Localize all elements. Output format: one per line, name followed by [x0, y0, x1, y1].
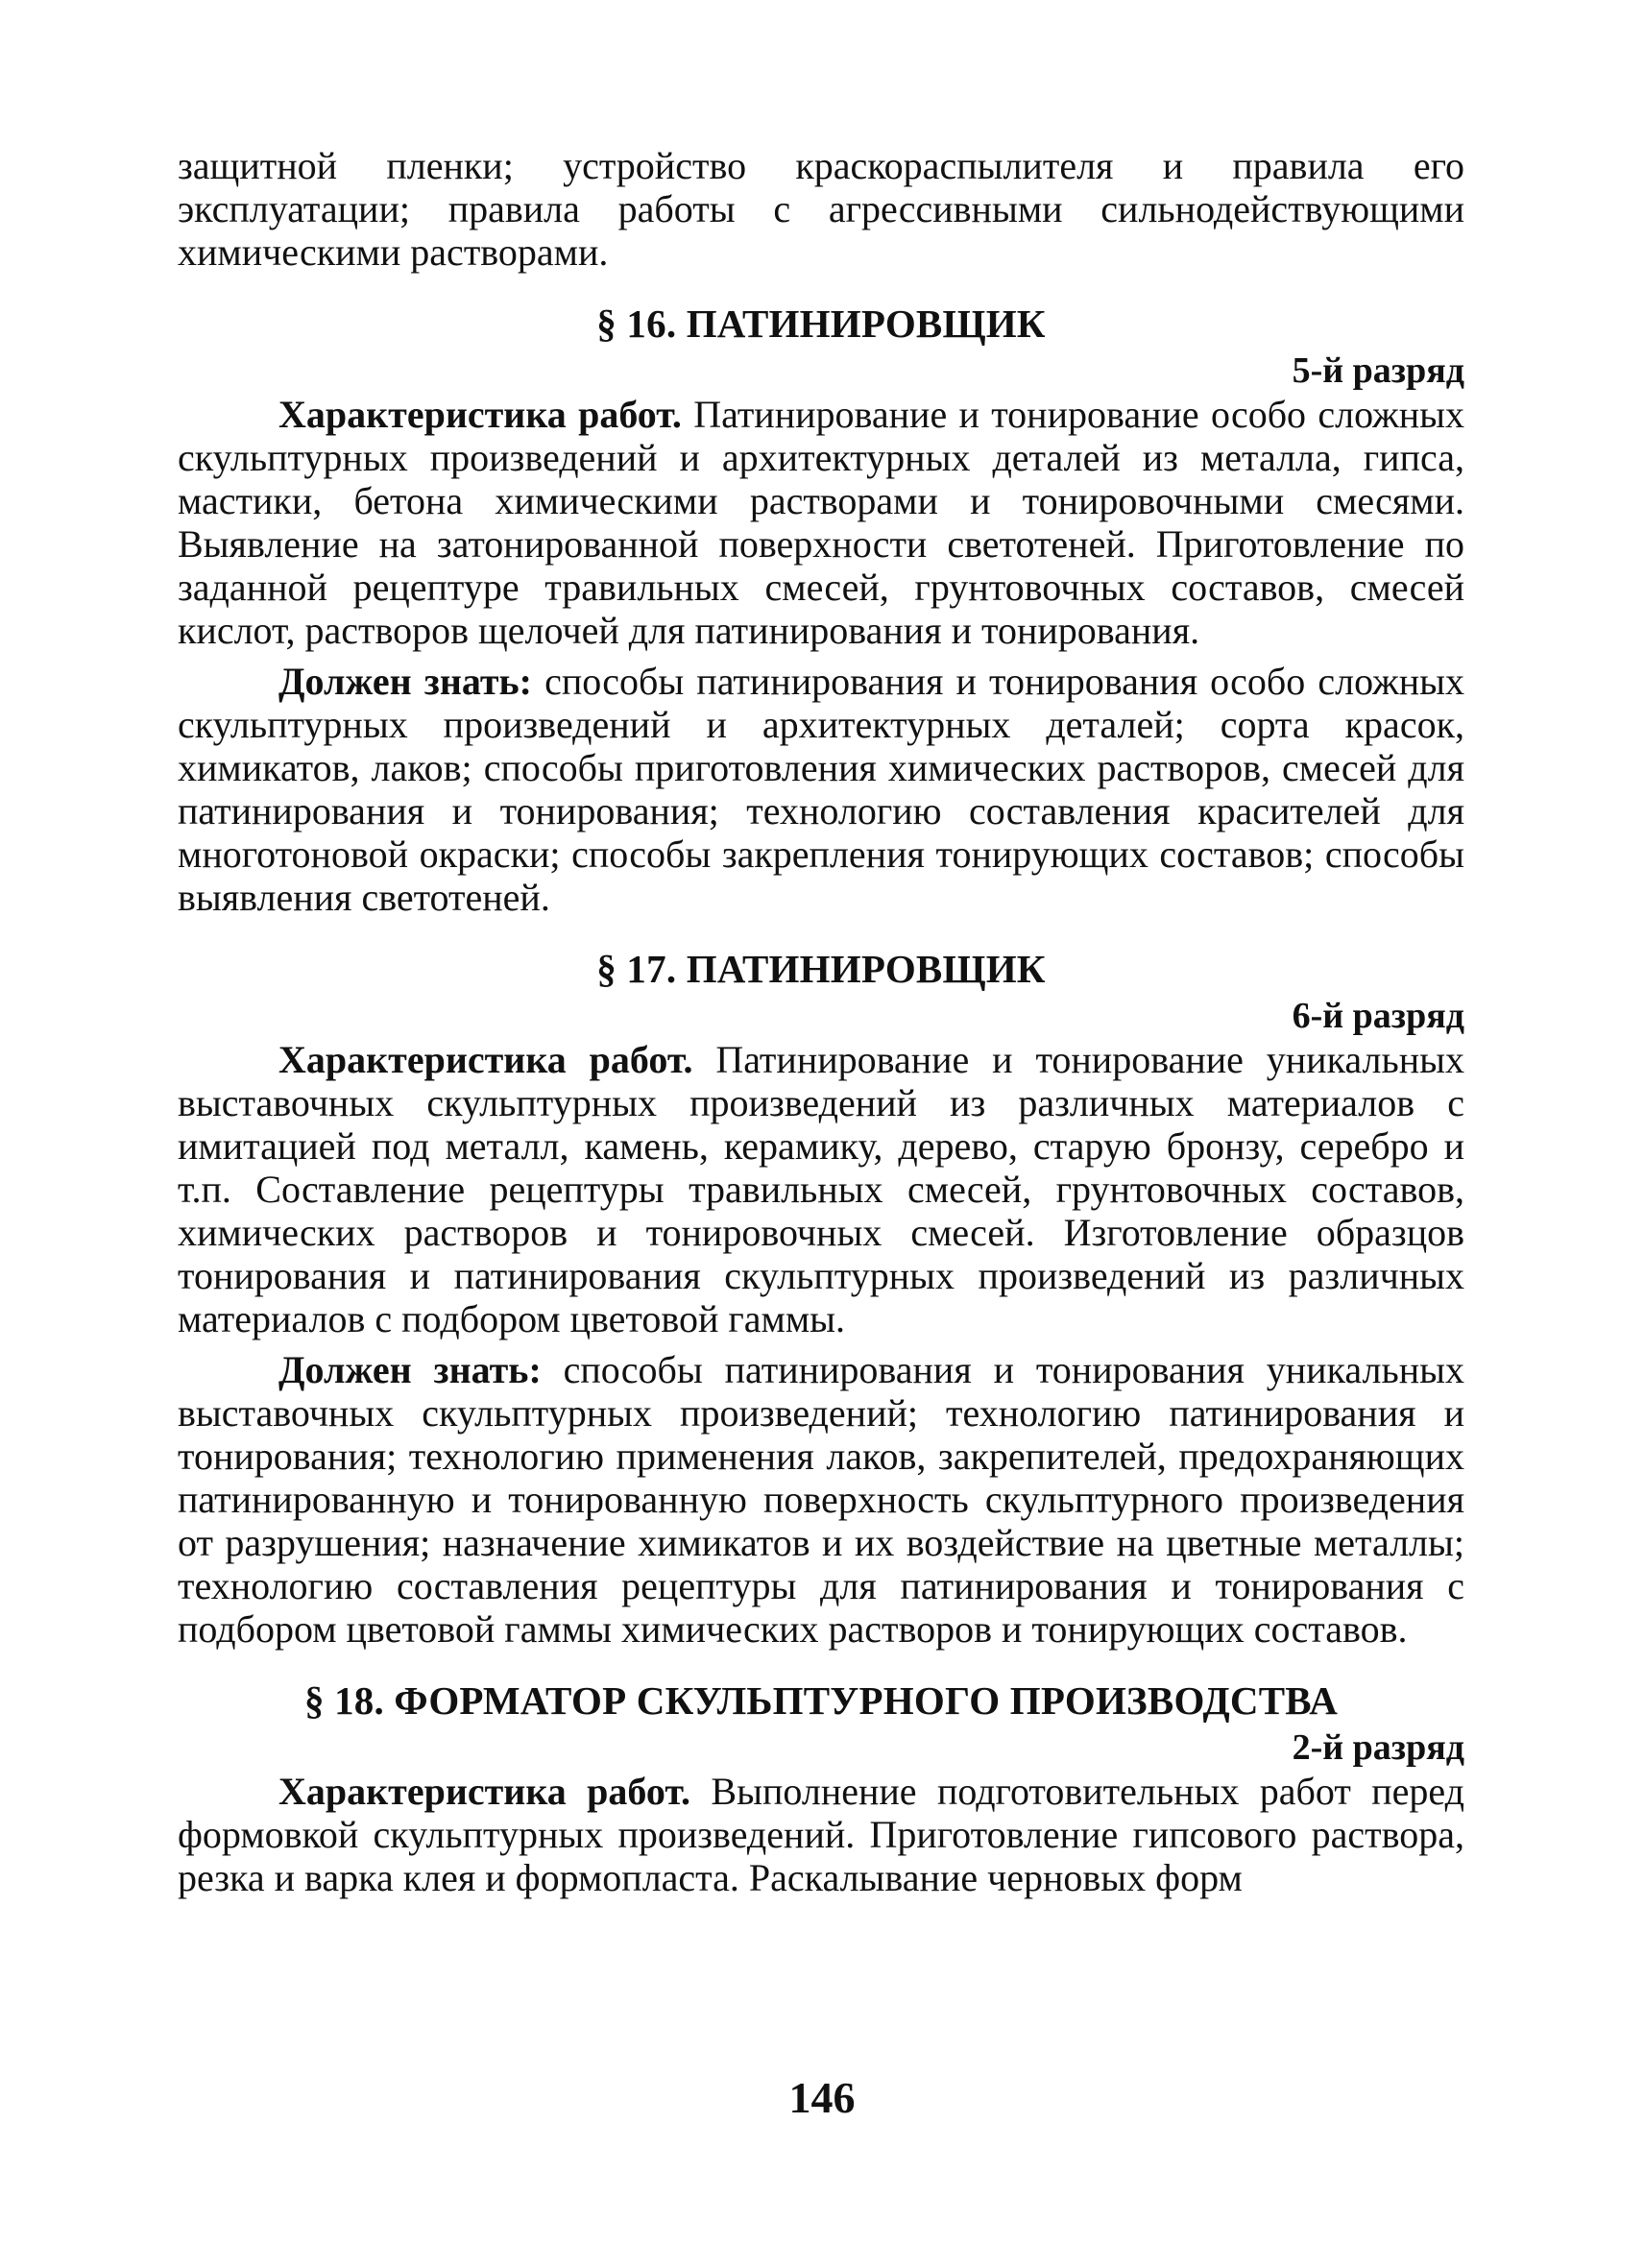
must-know-text: способы патинирования и тонирования особо сложных скульптурных произведений и архитектурных деталей; сорта красок, химикатов, лаков; способы приготовления химических растворов, смесей для патинирования и тонирования; технологию составления красителей для многотоновой окраски; способы закрепления тонирующих составов; способы выявления светотеней.: [178, 660, 1464, 919]
work-characteristics-paragraph: [178, 1770, 1464, 1899]
work-characteristics-paragraph: [178, 393, 1464, 652]
work-characteristics-text: Патинирование и тонирование особо сложных скульптурных произведений и архитектурных деталей из металла, гипса, мастики, бетона химическими растворами и тонировочными смесями. Выявление на затонированной поверхности светотеней. Приготовление по заданной рецептуре травильных смесей, грунтовочных составов, смесей кислот, растворов щелочей для патинирования и тонирования.: [178, 393, 1464, 652]
must-know-label: Должен знать:: [278, 660, 532, 703]
intro-paragraph: защитной пленки; устройство краскораспылителя и правила его эксплуатации; правила работы с агрессивными сильнодействующими химическими растворами.: [178, 144, 1464, 274]
work-characteristics-label: Характеристика работ.: [278, 1038, 693, 1081]
work-characteristics-label: Характеристика работ.: [278, 1770, 691, 1813]
page-content: [178, 144, 1464, 1899]
work-characteristics-paragraph: [178, 1038, 1464, 1340]
section-heading: § 18. ФОРМАТОР СКУЛЬПТУРНОГО ПРОИЗВОДСТВА: [303, 1678, 1339, 1723]
work-characteristics-text: Выполнение подготовительных работ перед формовкой скульптурных произведений. Приготовление гипсового раствора, резка и варка клея и формопласта. Раскалывание черновых форм: [178, 1770, 1464, 1899]
must-know-paragraph: [178, 660, 1464, 919]
work-characteristics-label: Характеристика работ.: [278, 393, 682, 436]
section-heading: § 16. ПАТИНИРОВЩИК: [596, 302, 1046, 346]
rank-label: 2-й разряд: [1292, 1727, 1464, 1768]
section-16: [178, 302, 1464, 919]
section-18: [178, 1679, 1464, 1899]
page-number: 146: [788, 2073, 856, 2122]
must-know-label: Должен знать:: [278, 1348, 542, 1391]
must-know-paragraph: [178, 1348, 1464, 1651]
must-know-text: способы патинирования и тонирования уникальных выставочных скульптурных произведений; технологию патинирования и тонирования; технологию применения лаков, закрепителей, предохраняющих патинированную и тонированную поверхность скульптурного произведения от разрушения; назначение химикатов и их воздействие на цветные металлы; технологию составления рецептуры для патинирования и тонирования с подбором цветовой гаммы химических растворов и тонирующих составов.: [178, 1348, 1464, 1651]
work-characteristics-text: Патинирование и тонирование уникальных выставочных скульптурных произведений из различных материалов с имитацией под металл, камень, керамику, дерево, старую бронзу, серебро и т.п. Составление рецептуры травильных смесей, грунтовочных составов, химических растворов и тонировочных смесей. Изготовление образцов тонирования и патинирования скульптурных произведений из различных материалов с подбором цветовой гаммы.: [178, 1038, 1464, 1340]
section-heading: § 17. ПАТИНИРОВЩИК: [596, 947, 1046, 991]
rank-label: 5-й разряд: [1292, 350, 1464, 391]
section-17: [178, 948, 1464, 1651]
rank-label: 6-й разряд: [1292, 996, 1464, 1036]
